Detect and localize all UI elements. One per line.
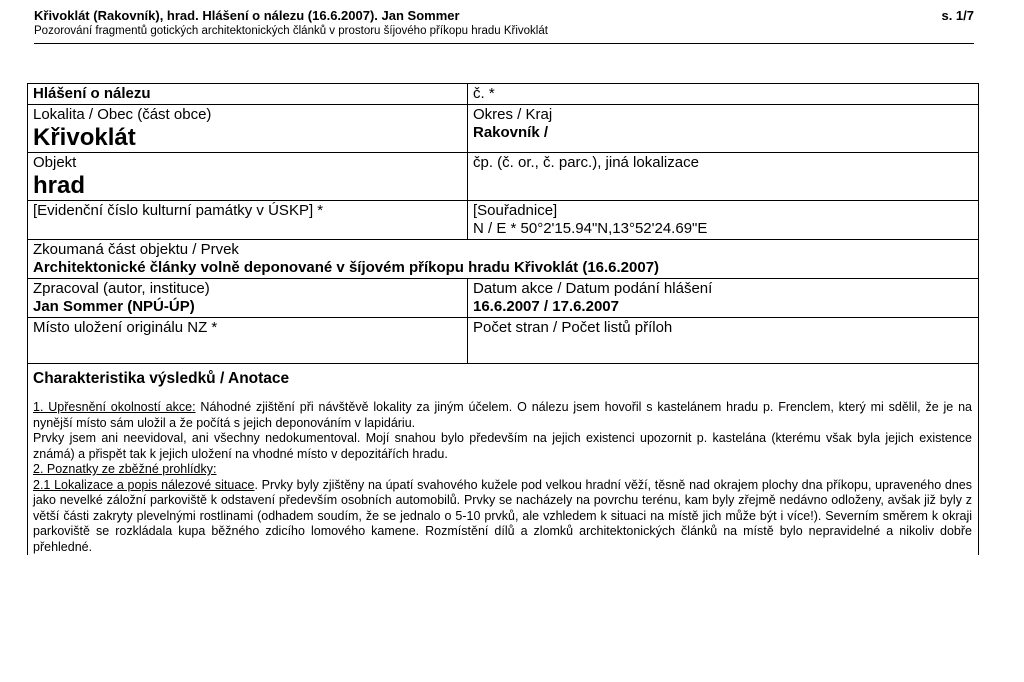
form-row-storage xyxy=(28,318,979,364)
coordinates-value: N / E * 50°2'15.94"N,13°52'24.69"E xyxy=(473,220,708,237)
form-row-element xyxy=(28,240,979,279)
annotation-cell xyxy=(28,364,979,556)
date-value: 16.6.2007 / 17.6.2007 xyxy=(473,298,619,315)
form-row-registry xyxy=(28,201,979,240)
form-row-locality xyxy=(28,105,979,153)
district-label: Okres / Kraj xyxy=(473,106,553,123)
report-form xyxy=(27,83,979,555)
locality-value: Křivoklát xyxy=(33,124,136,151)
annotation-paragraph-3: 2. Poznatky ze zběžné prohlídky: xyxy=(33,462,217,476)
page-number: s. 1/7 xyxy=(941,8,974,23)
header-rule xyxy=(34,43,974,44)
report-number: č. * xyxy=(468,84,979,105)
element-label: Zkoumaná část objektu / Prvek xyxy=(33,241,239,258)
form-row-report xyxy=(28,84,979,105)
address-cell xyxy=(468,153,979,201)
form-row-object xyxy=(28,153,979,201)
annotation-body xyxy=(28,388,978,555)
locality-label: Lokalita / Obec (část obce) xyxy=(33,106,212,123)
annotation-paragraph-2: Prvky jsem ani neevidoval, ani všechny nedokumentoval. Mojí snahou bylo především na jejich existenci upozornit p. kastelána (kterému však byla jejich existence známá) a přispět tak k jejich uložení na vhodné místo v depozitářích hradu. xyxy=(33,431,972,461)
paragraph-1-heading: 1. Upřesnění okolností akce: xyxy=(33,400,196,414)
report-heading: Hlášení o nálezu xyxy=(28,84,468,105)
form-row-annotation xyxy=(28,364,979,556)
form-row-author xyxy=(28,279,979,318)
date-label: Datum akce / Datum podání hlášení xyxy=(473,280,713,297)
object-cell xyxy=(28,153,468,201)
header-subtitle: Pozorování fragmentů gotických architektonických článků v prostoru šíjového příkopu hradu Křivoklát xyxy=(34,25,548,37)
pages-label: Počet stran / Počet listů příloh xyxy=(468,318,979,364)
address-label: čp. (č. or., č. parc.), jiná lokalizace xyxy=(473,154,699,171)
page-header xyxy=(34,8,974,39)
paragraph-4-heading: 2.1 Lokalizace a popis nálezové situace xyxy=(33,477,255,492)
object-value: hrad xyxy=(33,172,86,199)
paragraph-4-text: . Prvky byly zjištěny na úpatí svahového kužele pod velkou hradní věží, těsně nad okrajem plochy dna příkopu, upraveného dnes jako nevelké záložní parkoviště k odstavení především osobních automobilů. Prvky se nacházely na povrchu terénu, kam byly zřejmě nedávno odloženy, avšak již byly z větší části zakryty plevelnými rostlinami (odhadem soudím, že se jednalo o 5-10 prvků, ale vzhledem k situaci na místě jich může být i více!). Severním směrem k okraji parkoviště se rozkládala kupa běžného zdicího lomového kamene. Rozmístění dílů a zlomků architektonických článků na místě bylo nepravidelné a nikoliv dobře přehledné. xyxy=(33,477,972,554)
locality-cell xyxy=(28,105,468,153)
date-cell xyxy=(468,279,979,318)
author-value: Jan Sommer (NPÚ-ÚP) xyxy=(33,298,195,315)
storage-label: Místo uložení originálu NZ * xyxy=(28,318,468,364)
annotation-paragraph-1 xyxy=(33,400,972,431)
author-cell xyxy=(28,279,468,318)
element-value: Architektonické články volně deponované v šíjovém příkopu hradu Křivoklát (16.6.2007) xyxy=(33,259,660,276)
coordinates-label: [Souřadnice] xyxy=(473,202,558,219)
annotation-paragraph-4 xyxy=(33,478,972,556)
paragraph-1-text: Náhodné zjištění při návštěvě lokality za jiným účelem. O nálezu jsem hovořil s kastelánem hradu p. Frenclem, který mi sdělil, že je na nynější místo sám uložil a že počítá s jejich deponováním v lapidáriu. xyxy=(33,400,972,430)
author-label: Zpracoval (autor, instituce) xyxy=(33,280,210,297)
element-cell xyxy=(28,240,979,279)
coordinates-cell xyxy=(468,201,979,240)
registry-label: [Evidenční číslo kulturní památky v ÚSKP] * xyxy=(28,201,468,240)
header-title-line xyxy=(34,8,974,24)
district-cell xyxy=(468,105,979,153)
header-title: Křivoklát (Rakovník), hrad. Hlášení o nálezu (16.6.2007). Jan Sommer xyxy=(34,8,460,23)
district-value: Rakovník / xyxy=(473,124,549,141)
annotation-title: Charakteristika výsledků / Anotace xyxy=(33,370,290,387)
object-label: Objekt xyxy=(33,154,77,171)
